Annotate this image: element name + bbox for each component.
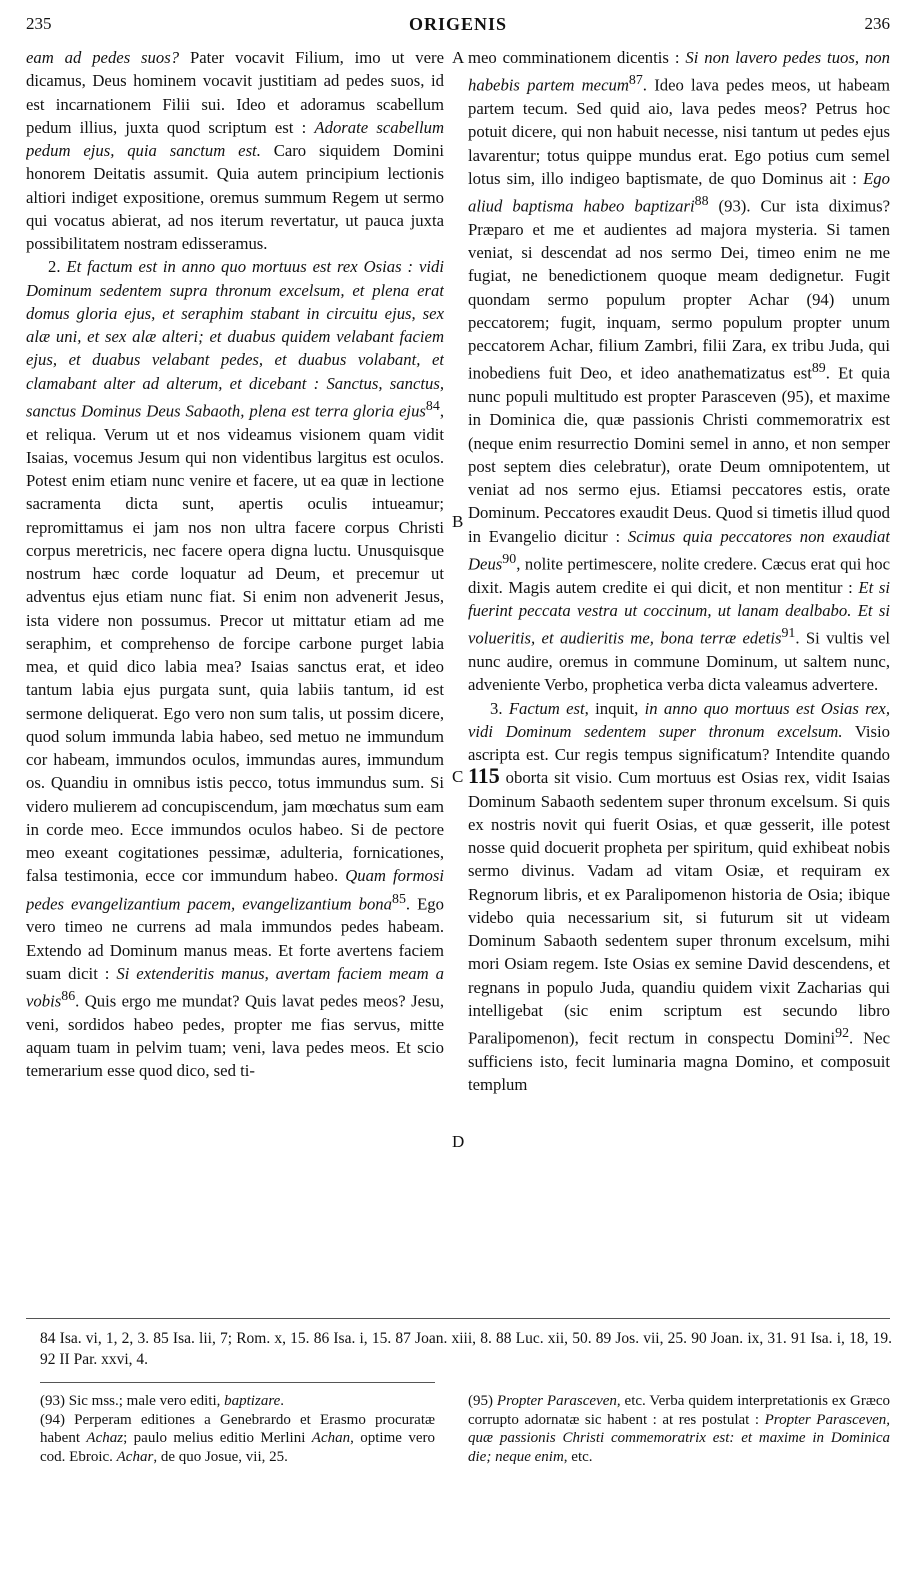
page-number-left: 235	[26, 14, 52, 33]
body-text: . Quis ergo me mundat? Quis lavat pedes meos? Jesu, veni, sordidos habeo pedes, propter me fias servus, mitte aquam tuam in pelvim tuam; veni, lava pedes meos. Et scio temerarium esse quod dico, sed ti-	[26, 991, 444, 1081]
paragraph-continued	[468, 46, 890, 697]
italic-text: Scimus quia peccatores non exaudiat Deus	[468, 526, 890, 574]
note-text: (94) Perperam editiones a Genebrardo et Erasmo procuratæ habent	[40, 1411, 435, 1446]
footnote-ref: 88	[694, 194, 709, 210]
footnote-ref: 86	[61, 989, 76, 1005]
section-number: 3.	[490, 698, 509, 718]
body-text: . Ideo lava pedes meos, ut habeam partem tecum. Sed quid aio, lava pedes meos? Petrus hoc potuit dicere, qui non habuit necesse, nisi tantum ut pedes ejus lavarentur; totus quippe mundus erat. Ego potius cum semel lotus sim, illo indigeo baptismate, de quo Dominus ait :	[468, 75, 890, 188]
note-text: , etc. Verba quidem interpretationis ex Græco corrupto adornatæ sic habent : at res postulat :	[468, 1393, 890, 1428]
footnotes-right	[468, 1392, 890, 1466]
margin-mark-a: A	[452, 48, 465, 67]
footnote-ref: 85	[392, 891, 406, 907]
italic-text: Et factum est in anno quo mortuus est rex Osias : vidi Dominum sedentem supra thronum excelsum, et plena erat domus gloria ejus, et seraphim stabant in circuitu ejus, sex alæ uni, et sex alæ alteri; et duabus quidem velabant faciem ejus, et duabus velabant pedes, et duabus volabant, et clamabant alter ad alterum, et dicebant : Sanctus, sanctus, sanctus Dominus Deus Sabaoth, plena est terra gloria ejus	[26, 257, 444, 421]
footnote-ref: 84	[425, 398, 440, 414]
note-italic: Achan	[311, 1430, 351, 1446]
note-text: , optime vero cod. Ebroic.	[40, 1430, 435, 1465]
italic-text: eam ad pedes suos?	[26, 48, 180, 67]
section-number: 2.	[48, 257, 67, 277]
body-text: Caro siquidem Domini honorem Deitatis assumit. Quia autem principium lectionis altiori indiget expositione, oremus summum Regem ut sermo qui vocatus abierat, ad nos iterum revertatur, ut pauca juxta possibilitatem nostram edisseramus.	[26, 141, 444, 253]
body-text: . Ego vero timeo ne currens ad mala immundos pedes habeam. Extendo ad Dominum manus meas. Et forte avertens faciem suam dicit :	[26, 894, 444, 983]
note-italic: Achar	[116, 1448, 154, 1465]
right-column	[468, 46, 890, 1308]
footnote-ref: 91	[781, 626, 796, 642]
body-text: Visio ascripta est. Cur regis tempus significatum? Intendite quando	[468, 721, 890, 765]
note-italic: Propter Parasceven, quæ passionis Christi commemoratrix est: et maxime in Dominica die; neque enim	[468, 1411, 891, 1465]
note-text: , etc.	[563, 1448, 593, 1465]
footnote-94	[40, 1411, 435, 1467]
left-column	[26, 46, 444, 1308]
footnotes-left	[40, 1392, 435, 1466]
body-text: , inquit,	[584, 698, 645, 718]
page-number-right: 236	[864, 14, 890, 33]
italic-text: Factum est	[508, 698, 585, 718]
body-text: . Nec sufficiens isto, fecit luminaria magna Domino, et composuit templum	[468, 1028, 890, 1095]
divider	[40, 1382, 435, 1383]
running-title: ORIGENIS	[408, 14, 508, 34]
margin-mark-c: C	[452, 767, 464, 786]
paragraph-1	[26, 46, 444, 255]
footnote-ref: 89	[811, 361, 826, 377]
footnote-93	[40, 1392, 435, 1411]
note-text: (93) Sic mss.; male vero editi,	[40, 1393, 225, 1409]
footnote-ref: 90	[502, 551, 517, 567]
italic-text: Si extenderitis manus, avertam faciem meam a vobis	[26, 963, 444, 1011]
note-italic: Achaz	[86, 1430, 124, 1446]
page-header	[26, 14, 890, 42]
body-text: (93). Cur ista diximus? Præparo et me et audientes ad majora mysteria. Si tamen veniat, si descendat ad nos sermo Dei, timeo enim ne me fugiat, ne benedictionem quoque meam dedignetur. Fugit quondam sermo populum propter Achar (94) unum peccatorem; fugit, inquam, sermo populum propter unum peccatorem Achar, filium Zambri, filii Zara, ex tribu Juda, qui inobediens fuit Deo, et ideo anathematizatus est	[468, 196, 890, 383]
italic-text: Si non lavero pedes tuos, non habebis partem mecum	[468, 48, 890, 95]
footnote-95	[468, 1392, 890, 1466]
note-text: .	[280, 1393, 285, 1409]
paragraph-3	[468, 697, 890, 1097]
scripture-references: 84 Isa. vi, 1, 2, 3. 85 Isa. lii, 7; Rom. x, 15. 86 Isa. i, 15. 87 Joan. xiii, 8. 88 Luc. xii, 50. 89 Jos. vii, 25. 90 Joan. ix, 31. 91 Isa. i, 18, 19. 92 II Par. xxvi, 4.	[40, 1330, 892, 1368]
italic-text: Adorate scabellum pedum ejus, quia sanctum est.	[26, 117, 444, 160]
margin-mark-d: D	[452, 1132, 465, 1151]
italic-text: in anno quo mortuus est Osias rex, vidi Dominum sedentem super thronum excelsum.	[468, 698, 890, 741]
original-page-marker: 115	[468, 763, 500, 789]
italic-text: Et si fuerint peccata vestra ut coccinum, ut lanam dealbabo. Et si volueritis, et audieritis me, bona terræ edetis	[468, 577, 890, 648]
body-text: oborta sit visio. Cum mortuus est Osias rex, vidit Isaias Dominum Sabaoth sedentem super thronum excelsum. Si quis ex nostris novit qui fuerit Osias, et quæ gesserit, ille potest nosse quid docuerit propheta per spiritum, quid exhibeat nobis sermo divinus. Vadam ad vitam Osiæ, et requiram ex Regnorum libris, et ex Paralipomenon historia de Osia; ibique videbo quia necessarium sit, si futurum sit ut videam Dominum Sabaoth sedentem super thronum excelsum, mihi mori Osiam regem. Iste Osias ex semine David descendens, et regnans in populo Juda, quandiu quidem vixit Zacharias qui intelligebat (sic enim scriptum est secundo libro Paralipomenon), fecit rectum in conspectu Domini	[468, 768, 890, 1048]
note-text: , de quo Josue, vii, 25.	[153, 1448, 288, 1465]
note-italic: Propter Parasceven	[496, 1393, 617, 1409]
divider	[26, 1318, 890, 1319]
italic-text: Quam formosi pedes evangelizantium pacem, evangelizantium bona	[26, 866, 444, 914]
italic-text: Ego aliud baptisma habeo baptizari	[468, 168, 890, 216]
note-italic: baptizare	[224, 1393, 281, 1409]
body-text: . Et quia nunc populi multitudo est propter Parasceven (95), et maxime in Dominica die, quæ passionis Christi commemoratrix est (neque enim resurrectio Domini semel in anno, et non semper post septem dies celebratur), orate Deum omnipotentem, ut veniat ad nos sermo ejus. Etiamsi peccatores estis, orate Dominum. Peccatores exaudit Deus. Quod si timetis illud quod in Evangelio dicitur :	[468, 363, 890, 546]
body-text: Pater vocavit Filium, imo ut vere dicamus, Deus hominem vocavit justitiam ad pedes suos, id est incarnationem Filii sui. Ideo et adoramus scabellum pedum illius, juxta quod scriptum est :	[26, 48, 444, 137]
footnote-ref: 92	[835, 1026, 850, 1042]
paragraph-2	[26, 255, 444, 1082]
note-text: ; paulo melius editio Merlini	[123, 1430, 312, 1446]
margin-mark-b: B	[452, 512, 464, 531]
body-text: . Si vultis vel nunc audire, oremus in commune Dominum, ut saltem nunc, adveniente Verbo, prophetica verba dicta valeamus advertere.	[468, 628, 890, 695]
body-text: , nolite pertimescere, nolite credere. Cæcus erat qui hoc dixit. Magis autem credite ei qui dicit, et non mentitur :	[468, 554, 890, 597]
note-text: (95)	[468, 1393, 497, 1409]
footnote-ref: 87	[628, 73, 643, 89]
body-text: , et reliqua. Verum ut et nos videamus visionem quam vidit Isaias, vocemus Jesum qui non videntibus largitus est oculos. Potest enim etiam nunc venire et facere, ut ea quæ in lectione sacramenta dicta sunt, apertis oculis intueamur; repromittamus ei jam nos non ultra facere corpus Christi corpus meretricis, nec facere opera digna luctu. Unusquisque nostrum hæc corde loquatur ad Deum, et precemur ut adventus ejus etiam nunc fiat. Si enim non advenerit Jesus, ista videre non possumus. Precor ut mittatur etiam ad me seraphim, et comprehenso de forcipe carbone purget labia mea, et quid dico labia mea? Isaias sanctus erat, et ideo tantum labia ejus purgata sunt, quia labiis tantum, id est sermone deliquerat. Ego vero non sum talis, ut possim dicere, quod solum immunda labia habeo, sed metuo ne immundum cor habeam, immundos oculos, immundas aures, immundum os. Quandiu in omnibus istis pecco, totus immundus sum. Si videro mulierem ad concupiscendum, jam mœchatus sum eam in corde meo. Ecce immundos oculos habeo. Si de pectore meo exeant cogitationes pessimæ, adulteria, fornicationes, falsa testimonia, ecce cor immundum habeo.	[26, 401, 444, 886]
body-text: meo comminationem dicentis :	[468, 48, 686, 67]
